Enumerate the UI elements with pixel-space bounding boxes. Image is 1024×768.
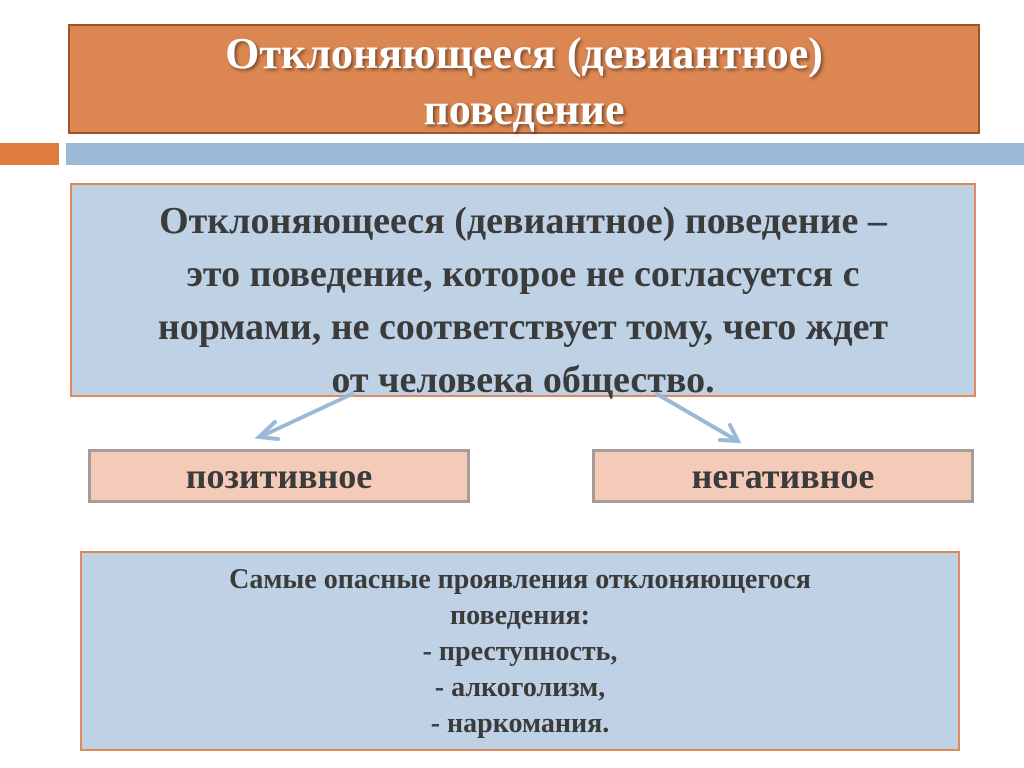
dangerous-line-3: - преступность, bbox=[422, 636, 618, 667]
category-positive: позитивное bbox=[88, 449, 470, 503]
definition-text bbox=[70, 195, 976, 407]
definition-line-1: Отклоняющееся (девиантное) поведение – bbox=[159, 200, 887, 242]
definition-line-3: нормами, не соответствует тому, чего ждет bbox=[157, 306, 889, 348]
dangerous-line-5: - наркомания. bbox=[430, 708, 610, 739]
category-negative: негативное bbox=[592, 449, 974, 503]
accent-bar-blue bbox=[66, 143, 1024, 165]
dangerous-line-1: Самые опасные проявления отклоняющегося bbox=[229, 564, 811, 595]
page-title bbox=[68, 26, 980, 138]
dangerous-line-2: поведения: bbox=[450, 600, 590, 631]
accent-bar-orange bbox=[0, 143, 59, 165]
dangerous-line-4: - алкоголизм, bbox=[434, 672, 606, 703]
title-line-2: поведение bbox=[423, 85, 625, 134]
title-line-1: Отклоняющееся (девиантное) bbox=[225, 29, 823, 78]
definition-line-2: это поведение, которое не согласуется с bbox=[186, 253, 860, 295]
arrow-to-positive-head bbox=[259, 422, 278, 439]
definition-line-4: от человека общество. bbox=[331, 359, 715, 401]
dangerous-manifestations-text bbox=[80, 562, 960, 742]
arrow-to-negative-head bbox=[720, 425, 738, 441]
